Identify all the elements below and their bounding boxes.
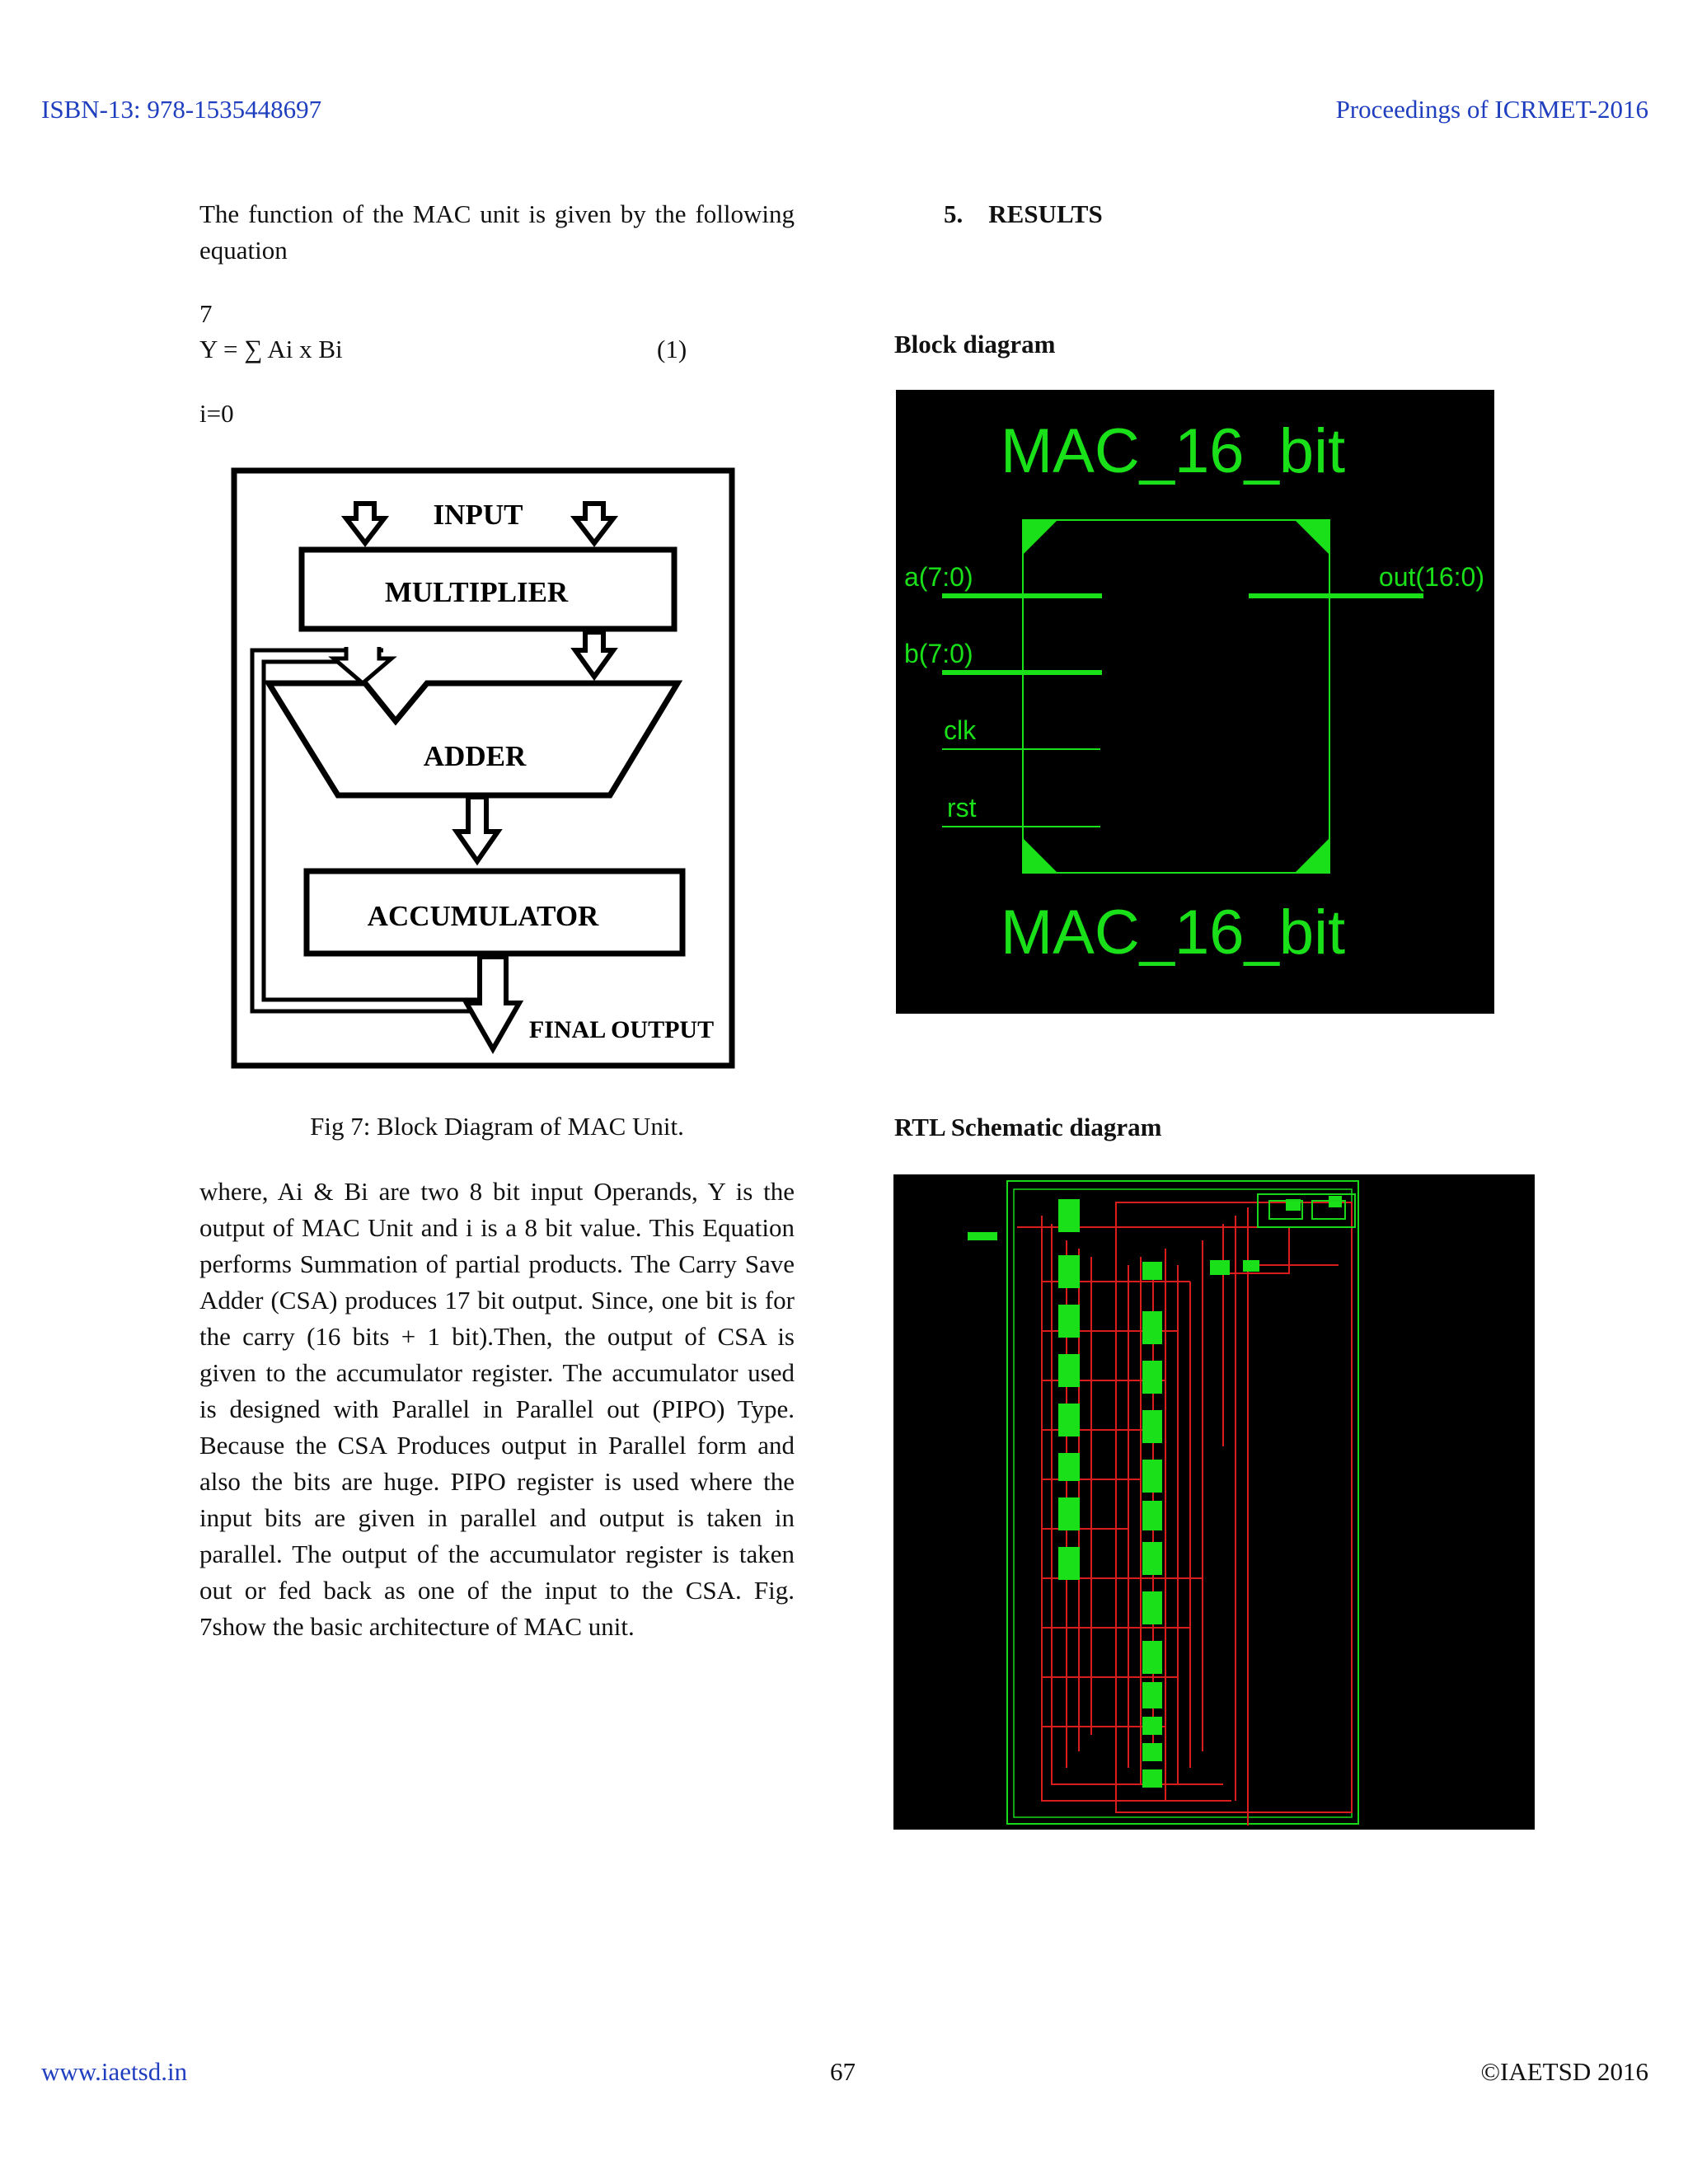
symbol-corner-bl — [1023, 838, 1057, 873]
rtl-schematic-heading: RTL Schematic diagram — [894, 1113, 1162, 1141]
equation-number: (1) — [657, 335, 687, 363]
footer-copyright: ©IAETSD 2016 — [1480, 2057, 1648, 2086]
results-heading: 5. RESULTS — [944, 199, 1103, 228]
port-b-label: b(7:0) — [904, 639, 973, 668]
footer-page-number: 67 — [830, 2057, 856, 2086]
label-multiplier: MULTIPLIER — [384, 576, 569, 608]
label-final-output: FINAL OUTPUT — [528, 1016, 715, 1043]
port-clk-label: clk — [944, 715, 977, 745]
header-proceedings: Proceedings of ICRMET-2016 — [1335, 95, 1648, 124]
adder-block — [269, 683, 678, 795]
symbol-top-label: MAC_16_bit — [1000, 416, 1346, 486]
equation-lower-limit: i=0 — [199, 399, 234, 428]
header-isbn: ISBN-13: 978-1535448697 — [41, 95, 322, 124]
symbol-body — [1023, 520, 1329, 873]
footer-website[interactable]: www.iaetsd.in — [41, 2057, 188, 2086]
equation-formula: Y = ∑ Ai x Bi — [199, 335, 343, 363]
label-accumulator: ACCUMULATOR — [367, 900, 599, 932]
label-input: INPUT — [433, 499, 523, 531]
body-paragraph: where, Ai & Bi are two 8 bit input Operands, Y is the output of MAC Unit and i is a 8 bit value. This Equation performs Summation of partial products. The Carry Save Adder (CSA) produces 17 bit output. Since, one bit is for the carry (16 bits + 1 bit).Then, the output of CSA is given to the accumulator register. The accumulator used is designed with Parallel in Parallel out (PIPO) Type. Because the CSA Produces output in Parallel form and also the bits are huge. PIPO register is used where the input bits are given in parallel and output is taken in parallel. The output of the accumulator register is taken out or fed back as one of the input to the CSA. Fig. 7show the basic architecture of MAC unit. — [199, 1177, 795, 1641]
figure-caption: Fig 7: Block Diagram of MAC Unit. — [310, 1112, 684, 1141]
symbol-corner-br — [1295, 838, 1329, 873]
block-diagram-heading: Block diagram — [894, 330, 1056, 359]
symbol-corner-tr — [1295, 520, 1329, 555]
mac-16-bit-symbol — [896, 390, 1494, 1014]
label-adder: ADDER — [423, 740, 527, 772]
port-out-label: out(16:0) — [1378, 562, 1484, 592]
equation-upper-limit: 7 — [199, 299, 213, 328]
mac-block-diagram-figure — [231, 467, 735, 1069]
intro-paragraph: The function of the MAC unit is given by the following equation — [199, 199, 795, 265]
symbol-corner-tl — [1023, 520, 1057, 555]
rtl-schematic-image — [893, 1174, 1535, 1830]
port-rst-label: rst — [947, 793, 977, 823]
port-a-label: a(7:0) — [904, 562, 973, 592]
symbol-bottom-label: MAC_16_bit — [1000, 898, 1346, 968]
rtl-cells — [968, 1196, 1342, 1788]
